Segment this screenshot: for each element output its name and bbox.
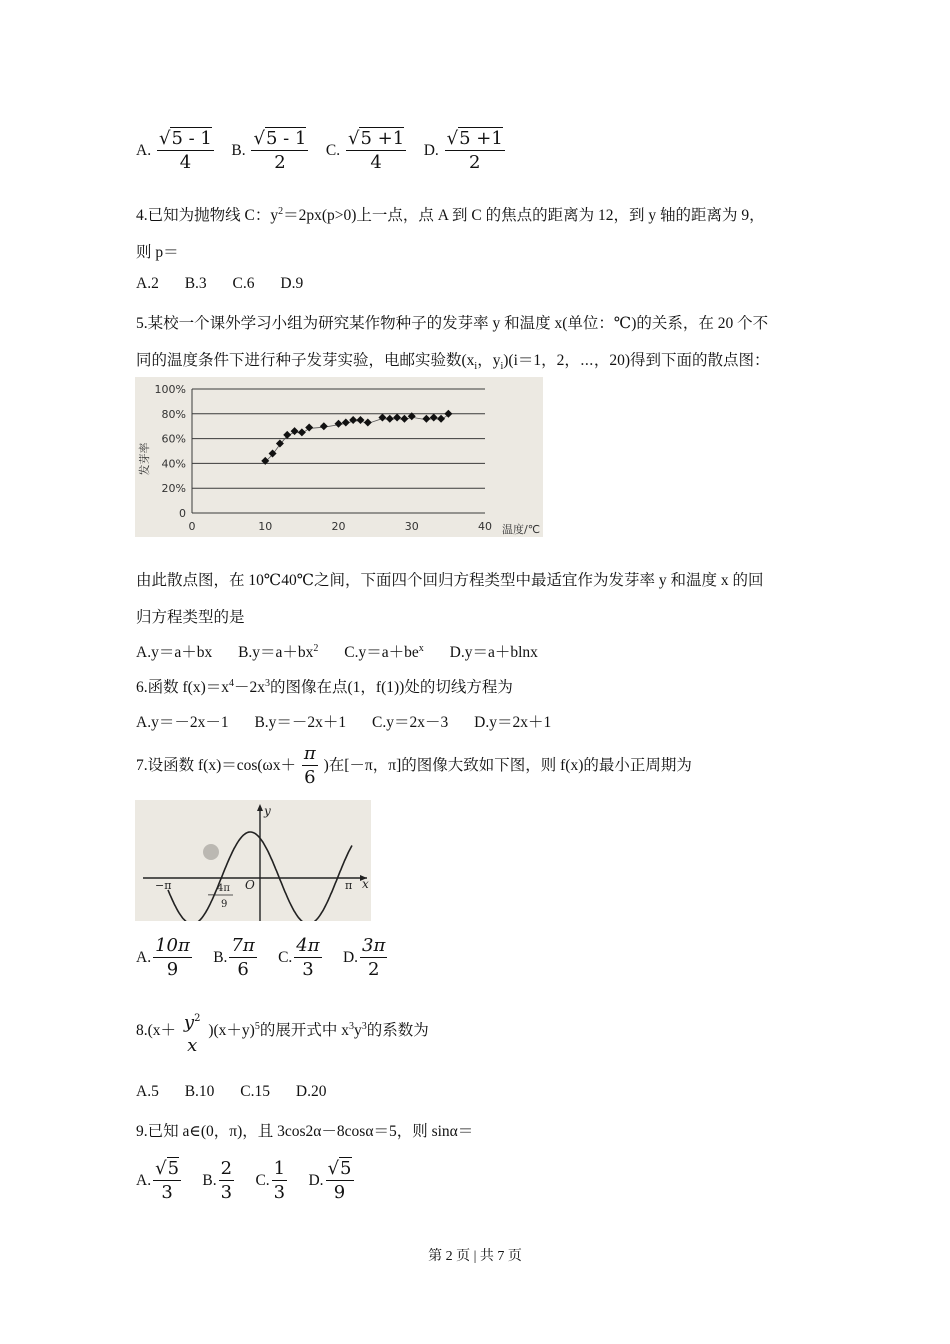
q9-option-d: D. $\frac{√5}{9}$ bbox=[308, 1158, 352, 1203]
q3-option-c: C. $\frac{√5 +1}{4}$ bbox=[325, 128, 405, 173]
graph-mark-num: 4π bbox=[217, 883, 230, 894]
q3-option-d: D. $\frac{√5 +1}{2}$ bbox=[423, 128, 503, 173]
q4-stem-line2: 则 p＝ bbox=[136, 244, 179, 261]
x-tick-label: 10 bbox=[258, 520, 273, 533]
q5-option-c: $C.y=a+be^x$ bbox=[344, 642, 424, 661]
q7-stem: 7.设函数 f(x)＝cos(ωx＋ $\frac{\pi}{6}$ )在[－π，π]的图像大致如下图，则 f(x)的最小正周期为 bbox=[136, 743, 692, 788]
q4-option-c: C.6 bbox=[232, 275, 255, 292]
graph-mark-den: 9 bbox=[221, 899, 228, 910]
q8-option-d: D.20 bbox=[295, 1083, 327, 1100]
q6-option-d: D.y＝2x＋1 bbox=[474, 714, 552, 731]
q7-options bbox=[136, 935, 389, 982]
data-point bbox=[356, 416, 364, 424]
q4-options bbox=[136, 275, 325, 293]
data-point bbox=[422, 415, 430, 423]
q9-option-b: B. $\frac{2}{3}$ bbox=[202, 1158, 233, 1203]
q3-options bbox=[136, 128, 507, 175]
y-tick-label: 60% bbox=[161, 432, 186, 446]
q4-option-d: D.9 bbox=[280, 275, 304, 292]
graph-y-label: y bbox=[264, 804, 271, 818]
data-point bbox=[298, 428, 306, 436]
q4-option-a: A.2 bbox=[136, 275, 159, 292]
q8-options bbox=[136, 1083, 348, 1101]
scatter-chart-figure bbox=[135, 377, 543, 537]
q7-pi-over-6: $\frac{\pi}{6}$ bbox=[303, 743, 316, 788]
q9-option-c: C. $\frac{1}{3}$ bbox=[255, 1158, 286, 1203]
q5-stem: 5.某校一个课外学习小组为研究某作物种子的发芽率 y 和温度 x(单位：℃)的关系，在 20 个不 bbox=[136, 315, 769, 332]
q8-fraction: $y^2$ x bbox=[183, 1012, 201, 1056]
data-point bbox=[335, 420, 343, 428]
data-point bbox=[400, 415, 408, 423]
q6-option-b: B.y＝－2x＋1 bbox=[254, 714, 347, 731]
scatter-chart bbox=[135, 377, 543, 537]
q5-option-b: $B.y=a+bx^2$ bbox=[238, 642, 319, 661]
q5-stem-line2: 同的温度条件下进行种子发芽实验，电邮实验数($x_i$，$y_i)(i=1$，2，⋯，20)得到下面的散点图： bbox=[136, 352, 770, 373]
cosine-graph-figure bbox=[135, 800, 371, 921]
data-point bbox=[378, 414, 386, 422]
data-point bbox=[349, 416, 357, 424]
q8-option-b: B.10 bbox=[184, 1083, 215, 1100]
data-point bbox=[320, 422, 328, 430]
q4-option-b: B.3 bbox=[184, 275, 207, 292]
graph-x-label: x bbox=[362, 877, 369, 891]
x-tick-label: 0 bbox=[188, 520, 196, 533]
x-tick-label: 20 bbox=[331, 520, 346, 533]
data-point bbox=[393, 414, 401, 422]
q7-option-d: D. $\frac{3\pi}{2}$ bbox=[342, 935, 386, 980]
q6-option-a: A.y＝－2x－1 bbox=[136, 714, 229, 731]
q9-option-a: A. $\frac{√5}{3}$ bbox=[136, 1158, 180, 1203]
data-point bbox=[283, 431, 291, 439]
q5-option-d: D.y＝a＋blnx bbox=[449, 644, 538, 661]
y-tick-label: 40% bbox=[161, 457, 186, 471]
y-tick-label: 100% bbox=[154, 383, 186, 396]
graph-y-arrow bbox=[257, 804, 263, 811]
q7-option-c: C. $\frac{4\pi}{3}$ bbox=[278, 935, 320, 980]
q5-after-line1: 由此散点图，在 10℃40℃之间，下面四个回归方程类型中最适宜作为发芽率 y 和温度 x 的回 bbox=[136, 572, 764, 589]
cosine-graph bbox=[135, 800, 371, 921]
data-point bbox=[430, 414, 438, 422]
page-footer: 第 2 页 | 共 7 页 bbox=[428, 1249, 522, 1264]
y-axis-label: 发芽率 bbox=[138, 442, 151, 476]
q8-option-c: C.15 bbox=[240, 1083, 271, 1100]
q5-after-line2: 归方程类型的是 bbox=[136, 609, 245, 626]
q7-option-b: B. $\frac{7\pi}{6}$ bbox=[213, 935, 255, 980]
q3-option-a: A. $\frac{√5 - 1}{4}$ bbox=[136, 128, 212, 173]
graph-neg-pi-label: −π bbox=[155, 879, 172, 892]
graph-smudge bbox=[203, 844, 219, 860]
graph-pi-label: π bbox=[345, 879, 353, 892]
q6-options bbox=[136, 710, 573, 732]
graph-origin-label: O bbox=[245, 878, 255, 892]
q6-option-c: C.y＝2x－3 bbox=[372, 714, 449, 731]
y-tick-label: 0 bbox=[179, 507, 186, 520]
data-point bbox=[437, 415, 445, 423]
q8-option-a: A.5 bbox=[136, 1083, 159, 1100]
q9-options bbox=[136, 1158, 356, 1205]
graph-mark-minus: − bbox=[207, 890, 216, 901]
x-tick-label: 40 bbox=[478, 520, 492, 533]
q6-stem: 6.函数 $f(x)=x^4-2x^3$的图像在点(1，f(1))处的切线方程为 bbox=[136, 677, 513, 696]
q8-stem: 8.(x＋ $y^2$ x )$(x+y)^5$的展开式中 $x^3y^3$的系数为 bbox=[136, 1008, 429, 1058]
q5-options bbox=[136, 640, 560, 662]
y-tick-label: 80% bbox=[161, 407, 186, 421]
q4-stem: 4.已知为抛物线 C：$y^2=2px(p>0)$上一点，点 A 到 C 的焦点的距离为 12，到 y 轴的距离为 9， bbox=[136, 205, 765, 224]
data-point bbox=[364, 418, 372, 426]
q9-stem: 9.已知 a∈(0，π)，且 3cos2α－8cosα＝5，则 sinα＝ bbox=[136, 1123, 474, 1140]
q3-option-b: B. $\frac{√5 - 1}{2}$ bbox=[231, 128, 307, 173]
y-tick-label: 20% bbox=[161, 482, 186, 496]
q7-option-a: A. $\frac{10\pi}{9}$ bbox=[136, 935, 190, 980]
x-tick-label: 30 bbox=[404, 520, 419, 533]
x-axis-label: 温度/℃ bbox=[502, 523, 541, 536]
data-point bbox=[342, 418, 350, 426]
data-point bbox=[386, 415, 394, 423]
q5-option-a: A.y＝a＋bx bbox=[136, 644, 213, 661]
